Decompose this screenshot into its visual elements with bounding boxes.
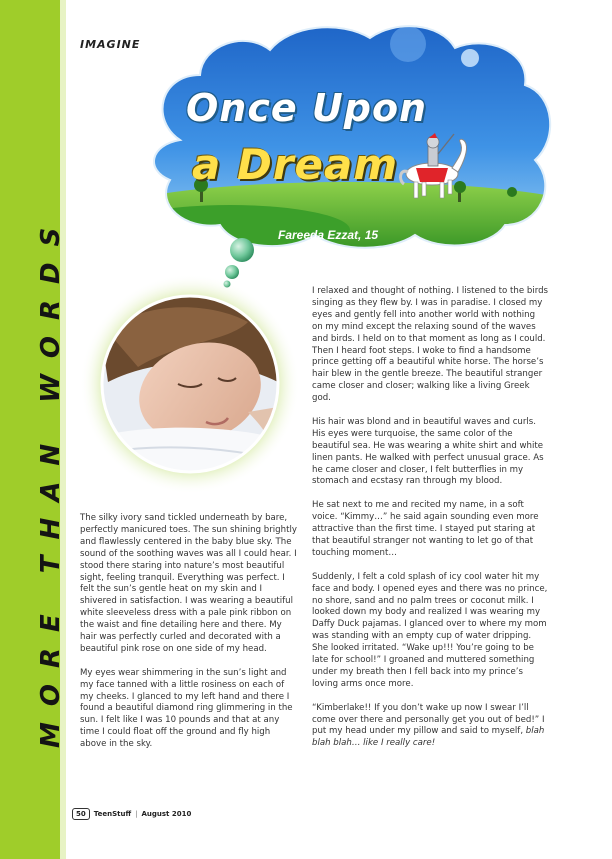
article-column-right <box>312 286 548 762</box>
article-paragraph: He sat next to me and recited my name, in a soft voice. “Kimmy…” he said again sounding even more attractive than the first time. I stayed put staring at that beautiful stranger not wanting to let go of that touching moment… <box>312 500 539 558</box>
footer-separator: | <box>135 810 138 818</box>
article-paragraph: I relaxed and thought of nothing. I listened to the birds singing as they flew by. I was in paradise. I closed my eyes and gently fell into another world with nothing on my mind except the relaxing sound of the waves and birds. I held on to that moment as long as I could. Then I heard foot steps. I woke to find a handsome prince getting off a beautiful white horse. The horse’s hair blew in the gentle breeze. The beautiful stranger came closer and closer; walking like a living Greek god. <box>312 286 549 404</box>
article-column-left <box>80 513 298 763</box>
article-title-line1: Once Upon <box>186 86 428 130</box>
page-footer <box>72 807 191 821</box>
article-title-line2: a Dream <box>192 140 399 189</box>
page-number: 50 <box>72 808 90 820</box>
section-label: IMAGINE <box>80 38 141 51</box>
final-paragraph-italic: blah blah blah… like I really care! <box>312 726 545 749</box>
article-author: Fareeda Ezzat, 15 <box>278 228 379 242</box>
article-final-paragraph <box>312 703 548 751</box>
article-paragraph: My eyes wear shimmering in the sun’s light and my face tanned with a little rosiness on each of my cheeks. I glanced to my left hand and there I found a beautiful diamond ring glimmering in the sun. I felt like I was 10 pounds and that at any time I could float off the ground and fly high above in the sky. <box>80 667 293 750</box>
article-paragraph: The silky ivory sand tickled underneath by bare, perfectly manicured toes. The sun shining brightly and flawlessly centered in the baby blue sky. The sound of the soothing waves was all I could hear. I stood there staring into nature’s most beautiful sight, feeling tranquil. Everything was perfect. I felt the sun’s gentle heat on my skin and I shivered in satisfaction. I was wearing a beautiful white sleeveless dress with a pale pink ribbon on the waist and fine detailing here and there. My hair was perfectly curled and decorated with a beautiful pink rose on one side of my head. <box>80 513 297 654</box>
sleeping-girl-photo <box>78 272 308 502</box>
sidebar-vertical-text: MORE THAN WORDS <box>36 211 66 748</box>
dream-cloud-illustration <box>140 20 560 252</box>
publication-name: TeenStuff <box>93 810 132 818</box>
issue-date: August 2010 <box>141 810 192 818</box>
article-paragraph: His hair was blond and in beautiful waves and curls. His eyes were turquoise, the same color of the beautiful sea. He was wearing a white shirt and white linen pants. He walked with perfect unusual grace. As he came closer and closer, I felt butterflies in my stomach and ecstasy ran through my blood. <box>312 416 544 487</box>
final-paragraph-text: “Kimberlake!! If you don’t wake up now I swear I’ll come over there and personally get you out of bed!” I put my head under my pillow and said to myself, <box>312 702 545 737</box>
article-paragraph: Suddenly, I felt a cold splash of icy cool water hit my face and body. I opened eyes and there was no prince, no shore, sand and no palm trees or coconut milk. I looked down my body and realized I was wearing my Daffy Duck pajamas. I glanced over to where my mom was standing with an empty cup of water dripping. She looked irritated. “Wake up!!! You’re going to be late for school!” I groaned and muttered something under my breath then I fell back into my prince’s loving arms once more. <box>312 571 548 689</box>
